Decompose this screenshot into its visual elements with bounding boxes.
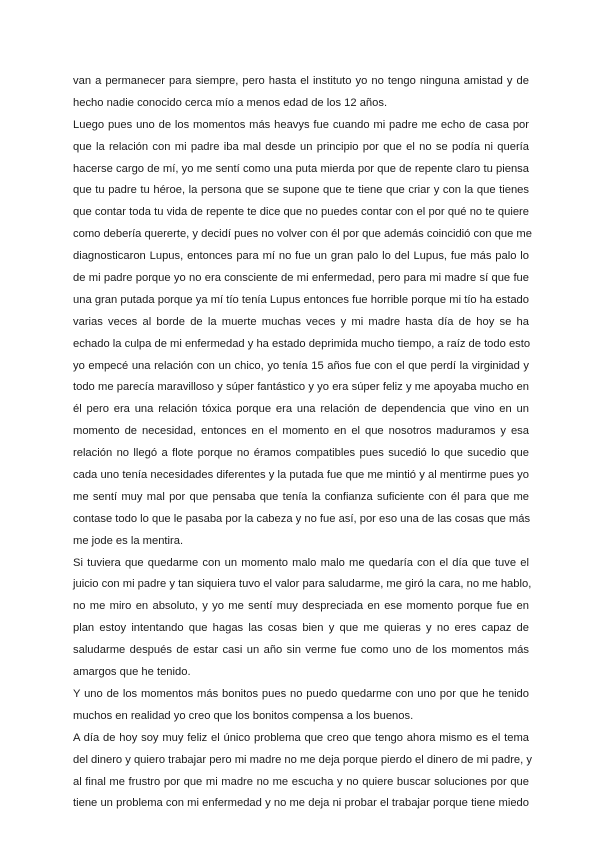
text-line: yo empecé una relación con un chico, yo tenía 15 años fue con el que perdí la virginidad y xyxy=(73,359,529,372)
text-line: saludarme después de estar casi un año sin verme fue como uno de los momentos más xyxy=(73,644,529,657)
text-line: relación no llegó a flote porque no éramos compatibles pues sucedió lo que sucedio que xyxy=(73,447,529,460)
text-line: de mi padre porque yo no era consciente de mi enfermedad, pero para mi madre sí que fue xyxy=(73,272,529,285)
text-line: que tu padre tu héroe, la persona que se supone que te tiene que criar y con la que tienes xyxy=(73,184,529,197)
text-line: hacerse cargo de mí, yo me sentí como una puta mierda por que de repente claro tu piensa xyxy=(73,162,529,175)
text-line: al final me frustro por que mi madre no me escucha y no quiere buscar soluciones por que xyxy=(73,775,529,788)
text-line: varias veces al borde de la muerte muchas veces y mi madre hasta día de hoy se ha xyxy=(73,315,529,328)
text-line: Si tuviera que quedarme con un momento malo malo me quedaría con el día que tuve el xyxy=(73,556,529,569)
text-line: echado la culpa de mi enfermedad y ha estado deprimida mucho tiempo, a raíz de todo esto xyxy=(73,337,531,350)
text-line: cada uno tenía necesidades diferentes y la putada fue que me mintió y al mentirme pues yo xyxy=(73,469,529,482)
text-line: Y uno de los momentos más bonitos pues no puedo quedarme con uno por que he tenido xyxy=(73,687,529,700)
text-line: todo me parecía maravilloso y súper fantástico y yo era súper feliz y me apoyaba mucho en xyxy=(73,381,529,394)
text-line: tiene un problema con mi enfermedad y no me deja ni probar el trabajar porque tiene miedo xyxy=(73,797,529,810)
text-line: una gran putada porque ya mí tío tenía Lupus entonces fue horrible porque mi tío ha estado xyxy=(73,293,529,306)
text-line: muchos en realidad yo creo que los bonitos compensa a los buenos. xyxy=(73,709,414,722)
text-line: A día de hoy soy muy feliz el único problema que creo que tengo ahora mismo es el tema xyxy=(73,731,529,744)
text-line: me sentí muy mal por que pensaba que tenía la confianza suficiente con él para que me xyxy=(73,490,529,503)
text-line: plan estoy intentando que hagas las cosas bien y que me quieras y no eres capaz de xyxy=(73,622,529,635)
text-line: hecho nadie conocido cerca mío a menos edad de los 12 años. xyxy=(73,96,388,109)
text-line: que contar toda tu vida de repente te dice que no puedes contar con el por qué no te quiere xyxy=(73,206,529,219)
text-line: como debería quererte, y decidí pues no volver con él por que además coincidió con que me xyxy=(73,228,532,241)
text-line: me jode es la mentira. xyxy=(73,534,184,547)
text-line: momento de necesidad, entonces en el momento en el que nosotros maduramos y esa xyxy=(73,425,529,438)
text-line: él pero era una relación tóxica porque era una relación de dependencia que vino en un xyxy=(73,403,529,416)
text-line: contase todo lo que le pasaba por la cabeza y no fue así, por eso una de las cosas que más xyxy=(73,512,531,525)
text-line: del dinero y quiero trabajar pero mi madre no me deja porque pierdo el dinero de mi padre, y xyxy=(73,753,532,766)
text-line: diagnosticaron Lupus, entonces para mí no fue un gran palo lo del Lupus, fue más palo lo xyxy=(73,250,529,263)
text-line: amargos que he tenido. xyxy=(73,666,191,679)
text-line: Luego pues uno de los momentos más heavys fue cuando mi padre me echo de casa por xyxy=(73,118,529,131)
document-body-text xyxy=(73,71,532,815)
text-line: van a permanecer para siempre, pero hasta el instituto yo no tengo ninguna amistad y de xyxy=(73,75,529,87)
text-line: que la relación con mi padre iba mal desde un principio por que el no se podía ni quería xyxy=(73,140,529,153)
text-line: juicio con mi padre y tan siquiera tuvo el valor para saludarme, me giró la cara, no me hablo, xyxy=(73,578,532,591)
text-line: no me miro en absoluto, y yo me sentí muy despreciada en ese momento porque fue en xyxy=(73,600,529,613)
